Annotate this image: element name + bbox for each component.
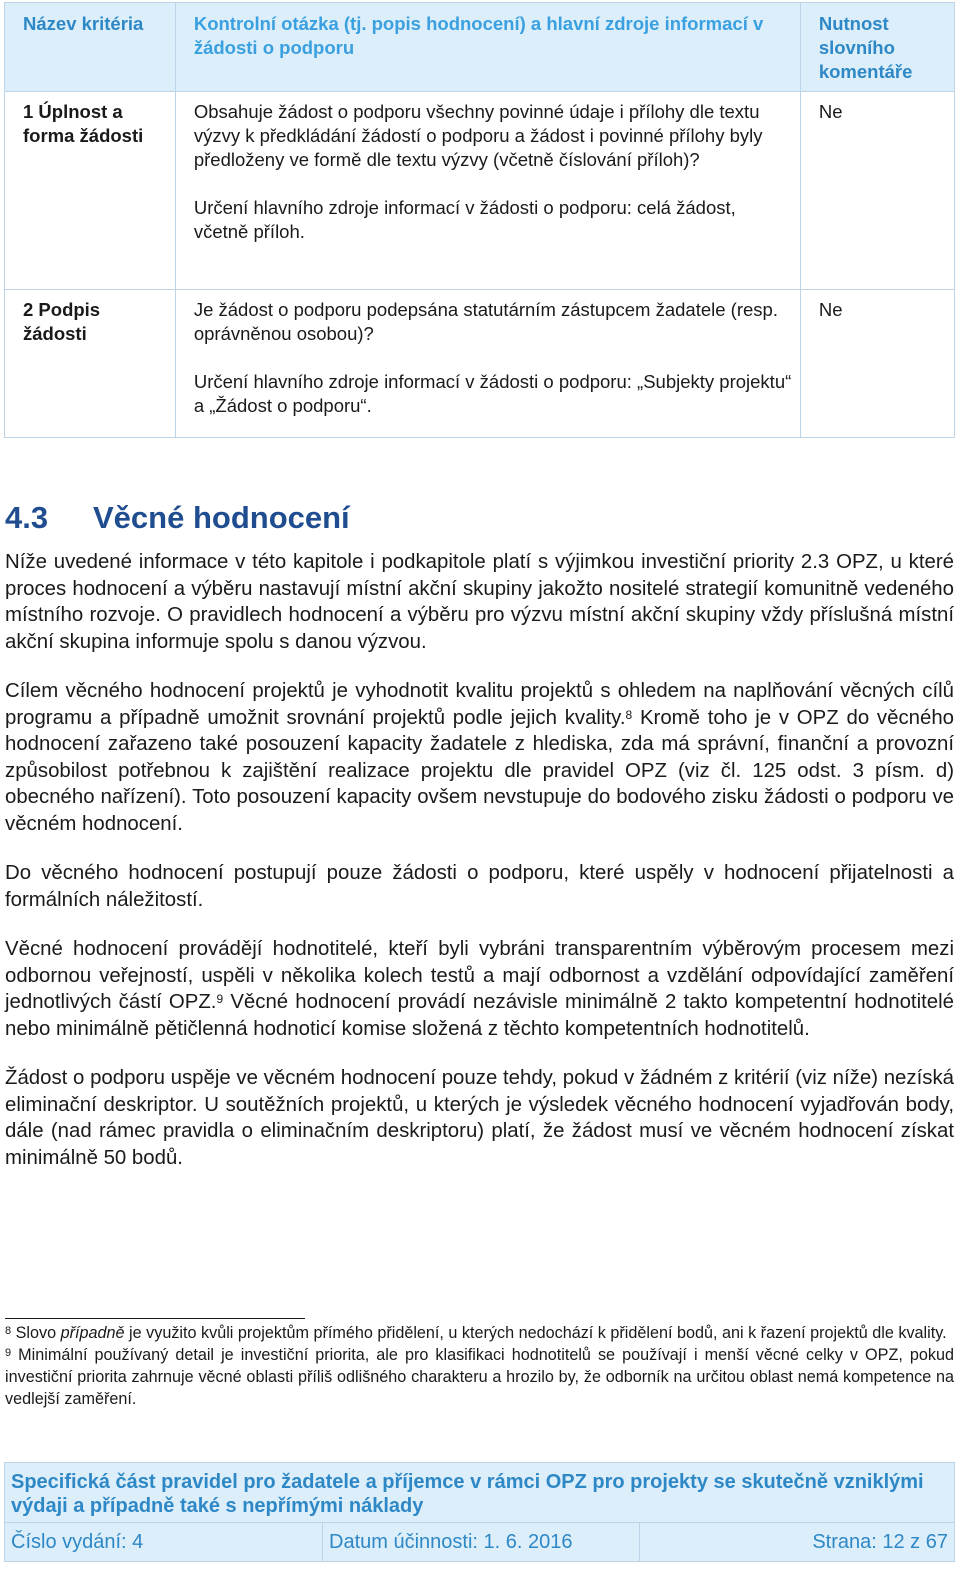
paragraph: Níže uvedené informace v této kapitole i podkapitole platí s výjimkou investiční priority 2.3 OPZ, u které proces hodnocení a výběru nastavují místní akční skupiny jakožto nositelé strategií komunitně vedeného místního rozvoje. O pravidlech hodnocení a výběru pro výzvu místní akční skupiny vždy příslušná místní akční skupina informuje spolu s danou výzvou. [5,551,954,653]
paragraph: Věcné hodnocení provádějí hodnotitelé, kteří byli vybráni transparentním výběrovým procesem mezi odbornou veřejností, uspěli v několika kolech testů a mají odbornost a vzdělání odpovídající zaměření jednotlivých částí OPZ.$^9$ Věcné hodnocení provádí nezávisle minimálně 2 takto kompetentní hodnotitelé nebo minimálně pětičlenná hodnoticí komise složená z těchto kompetentních hodnotitelů. [5,938,954,1040]
section-number: 4.3 [5,500,49,535]
header-comment-required: Nutnost slovního komentáře [800,3,954,92]
footnote-8: $^8$ Slovo případně je využito kvůli projektům přímého přidělení, u kterých nedochází k přidělení bodů, ani k řazení projektů dle kvality. [5,1324,947,1342]
header-criterion-name: Název kritéria [5,3,176,92]
header-control-question: Kontrolní otázka (tj. popis hodnocení) a hlavní zdroje informací v žádosti o podporu [175,3,800,92]
paragraph: Žádost o podporu uspěje ve věcném hodnocení pouze tehdy, pokud v žádném z kritérií (viz níže) nezíská eliminační deskriptor. U soutěžních projektů, u kterých je výsledek věcného hodnocení vyjadřován body, dále (nad rámec pravidla o eliminačním deskriptoru) platí, že žádost musí ve věcném hodnocení získat minimálně 50 bodů. [5,1067,954,1169]
criterion-question: Obsahuje žádost o podporu všechny povinné údaje i přílohy dle textu výzvy k předkládání žádostí o podporu a žádost i povinné přílohy byly předloženy ve formě dle textu výzvy (včetně číslování příloh)? [193,101,763,170]
footnote-ref-9[interactable]: 9 [216,992,224,1006]
criterion-comment: Ne [800,92,954,290]
footer-effective-date: Datum účinnosti: 1. 6. 2016 [323,1523,640,1561]
footnote-ref-8[interactable]: 8 [625,707,633,722]
criterion-name: 1 Úplnost a forma žádosti [5,92,176,290]
table-row [5,290,955,438]
paragraph: Do věcného hodnocení postupují pouze žádosti o podporu, které uspěly v hodnocení přijatelnosti a formálních náležitostí. [5,862,954,911]
footer-edition: Číslo vydání: 4 [5,1523,323,1561]
footer-meta-row [5,1523,954,1561]
page-footer [4,1462,955,1562]
section-heading [5,498,350,538]
criterion-name: 2 Podpis žádosti [5,290,176,438]
section-body [5,549,954,1194]
footnote-separator [5,1318,305,1319]
criteria-table [4,2,955,438]
table-row [5,92,955,290]
criterion-source: Určení hlavního zdroje informací v žádosti o podporu: celá žádost, včetně příloh. [193,197,736,242]
footnotes [5,1322,954,1410]
criterion-question: Je žádost o podporu podepsána statutárním zástupcem žadatele (resp. oprávněnou osobou)? [193,299,778,344]
criterion-description [175,290,800,438]
criterion-description [175,92,800,290]
criterion-source: Určení hlavního zdroje informací v žádosti o podporu: „Subjekty projektu“ a „Žádost o podporu“. [193,371,792,416]
footer-document-title: Specifická část pravidel pro žadatele a příjemce v rámci OPZ pro projekty se skutečně vzniklými výdaji a případně také s nepřímými náklady [5,1463,954,1523]
footnote-9: $^9$ Minimální používaný detail je investiční priorita, ale pro klasifikaci hodnotitelů se používají i menší věcné celky v OPZ, pokud investiční priorita zahrnuje věcné oblasti příliš odlišného charakteru a hrozilo by, že odborník na určitou oblast nemá kompetence na vedlejší zaměření. [5,1346,954,1408]
footer-page-number: Strana: 12 z 67 [812,1531,948,1553]
section-title: Věcné hodnocení [93,500,350,535]
table-header-row [5,3,955,92]
paragraph: Cílem věcného hodnocení projektů je vyhodnotit kvalitu projektů s ohledem na naplňování věcných cílů programu a případně umožnit srovnání projektů podle jejich kvality.$^8$ Kromě toho je v OPZ do věcného hodnocení zařazeno také posouzení kapacity žadatele z hlediska, zda má správní, finanční a provozní způsobilost potřebnou k zajištění realizace projektu dle pravidel OPZ (viz čl. 125 odst. 3 písm. d) obecného nařízení). Toto posouzení kapacity ovšem nevstupuje do bodového zisku žádosti o podporu ve věcném hodnocení. [5,680,955,835]
criterion-comment: Ne [800,290,954,438]
